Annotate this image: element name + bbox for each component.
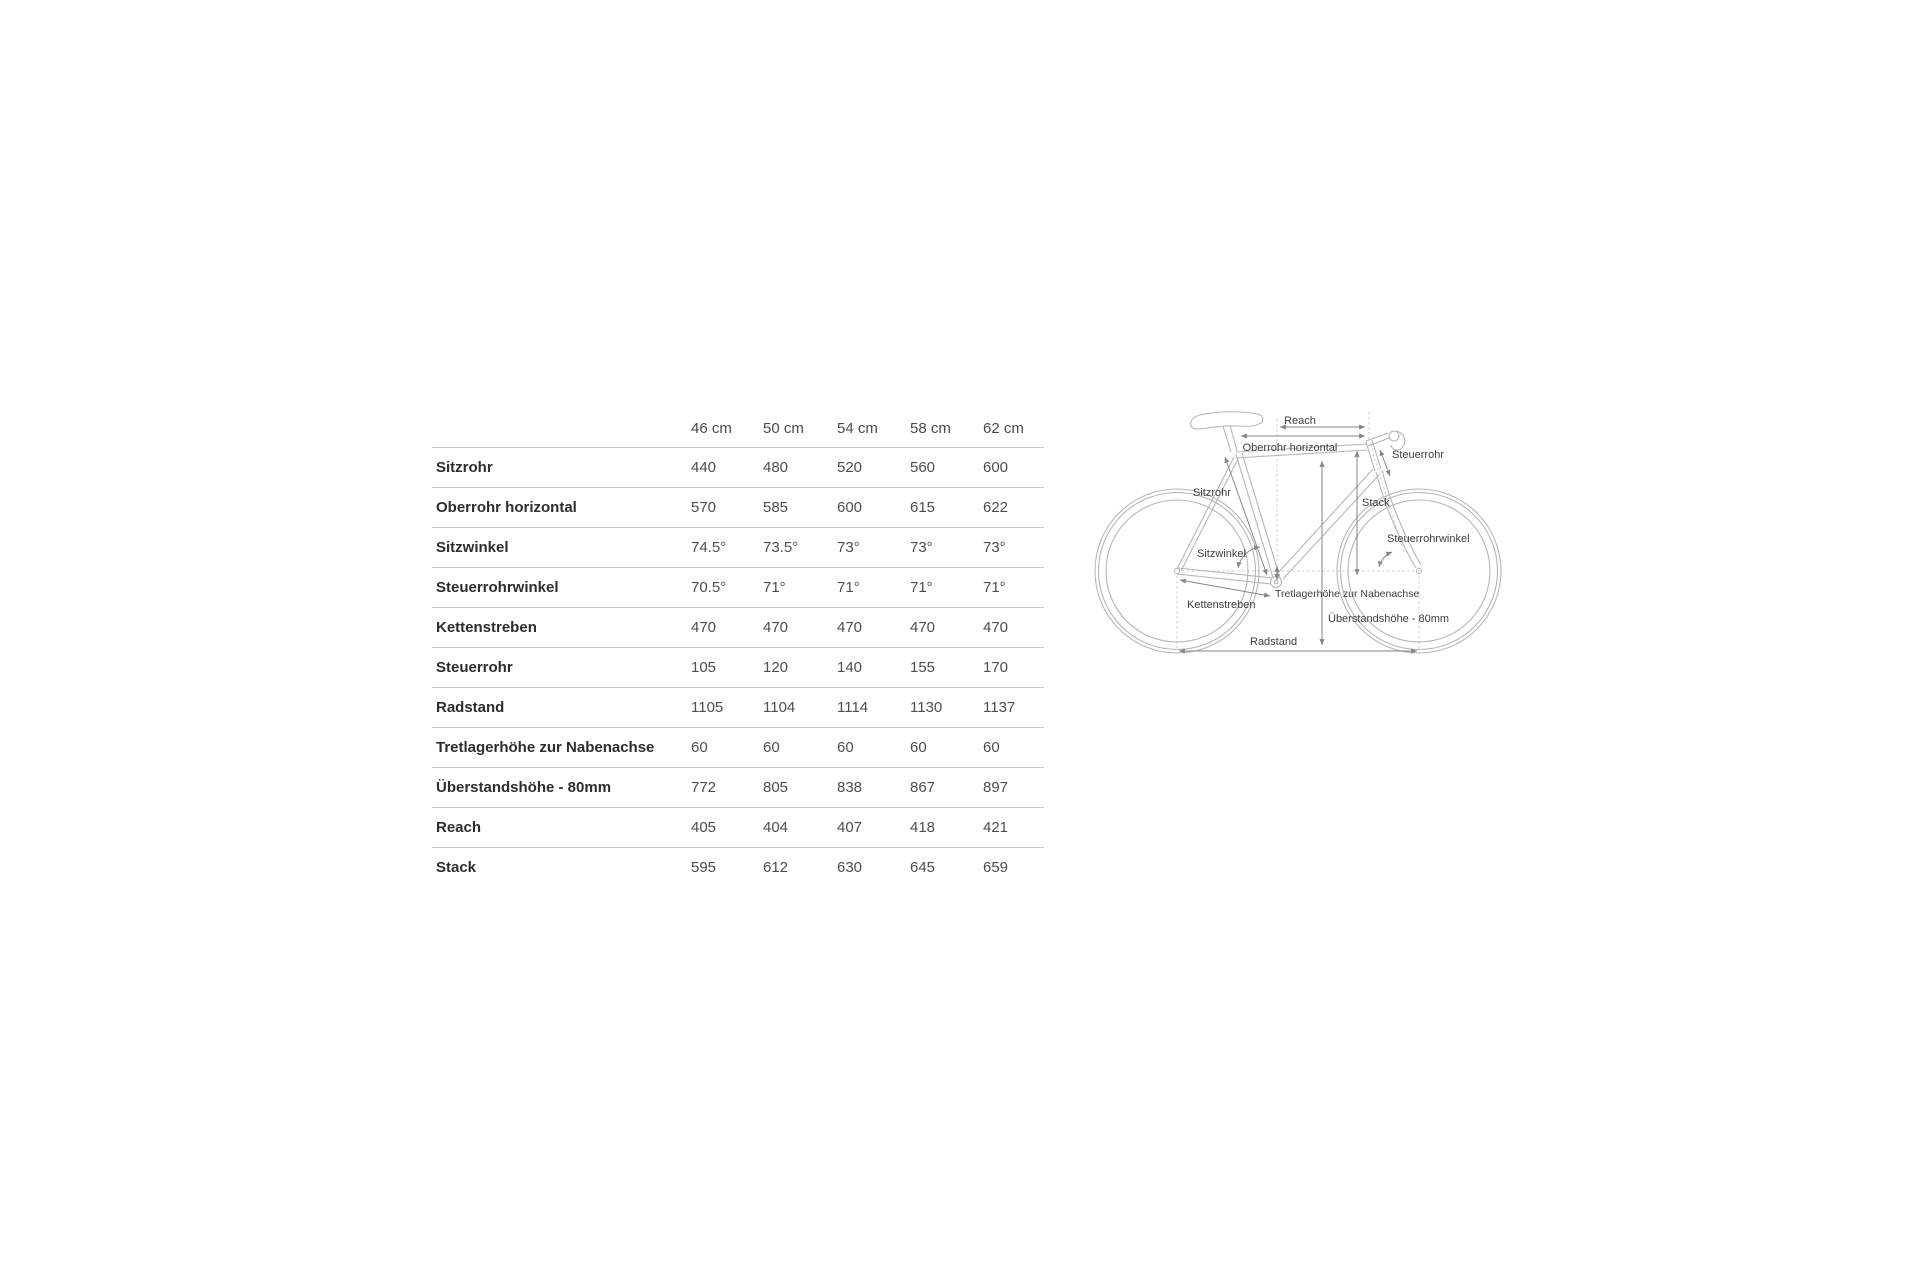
table-row [432, 527, 1044, 567]
value-cell: 60 [691, 739, 708, 756]
value-cell: 645 [910, 859, 936, 876]
value-cell: 897 [983, 779, 1009, 796]
table-row [432, 447, 1044, 487]
diagram-label-radstand: Radstand [1250, 636, 1298, 648]
value-cell: 105 [691, 659, 717, 676]
diagram-label-kettenstreben: Kettenstreben [1187, 599, 1256, 611]
value-cell: 560 [910, 459, 936, 476]
value-cell: 595 [691, 859, 717, 876]
value-cell: 60 [983, 739, 1000, 756]
table-header-row [432, 409, 1044, 447]
size-header: 54 cm [837, 419, 878, 437]
value-cell: 405 [691, 819, 717, 836]
row-label: Tretlagerhöhe zur Nabenachse [436, 739, 655, 756]
row-label: Sitzrohr [436, 459, 493, 476]
row-label: Radstand [436, 699, 505, 716]
seatpost [1223, 426, 1231, 452]
value-cell: 600 [983, 459, 1009, 476]
row-label: Steuerrohrwinkel [436, 579, 559, 596]
value-cell: 1105 [691, 699, 724, 716]
table-row [432, 487, 1044, 527]
value-cell: 73° [983, 539, 1006, 556]
diagram-label-oberrohr: Oberrohr horizontal [1242, 442, 1338, 454]
value-cell: 1137 [983, 699, 1016, 716]
value-cell: 421 [983, 819, 1009, 836]
table-row [432, 567, 1044, 607]
value-cell: 71° [983, 579, 1006, 596]
table-row [432, 847, 1044, 887]
value-cell: 404 [763, 819, 789, 836]
row-label: Reach [436, 819, 482, 836]
row-label: Kettenstreben [436, 619, 537, 636]
diagram-label-sitzwinkel: Sitzwinkel [1197, 548, 1246, 560]
steuerrohrwinkel-arc [1379, 552, 1392, 567]
diagram-label-steuerrohrwinkel: Steuerrohrwinkel [1387, 533, 1470, 545]
value-cell: 71° [837, 579, 860, 596]
table-row [432, 727, 1044, 767]
table-row [432, 807, 1044, 847]
saddle [1191, 412, 1263, 429]
value-cell: 1104 [763, 699, 796, 716]
value-cell: 120 [763, 659, 789, 676]
value-cell: 440 [691, 459, 717, 476]
value-cell: 480 [763, 459, 789, 476]
value-cell: 772 [691, 779, 717, 796]
steuerrohr-arrow [1380, 450, 1390, 476]
value-cell: 805 [763, 779, 789, 796]
seatpost [1230, 425, 1237, 451]
diagram-label-tretlagerhoehe: Tretlagerhöhe zur Nabenachse [1275, 588, 1420, 600]
value-cell: 73° [837, 539, 860, 556]
size-header: 46 cm [691, 419, 732, 437]
value-cell: 60 [763, 739, 780, 756]
value-cell: 418 [910, 819, 936, 836]
value-cell: 73° [910, 539, 933, 556]
value-cell: 838 [837, 779, 863, 796]
value-cell: 60 [837, 739, 854, 756]
value-cell: 71° [763, 579, 786, 596]
row-label: Oberrohr horizontal [436, 499, 577, 516]
value-cell: 630 [837, 859, 863, 876]
table-row [432, 607, 1044, 647]
diagram-label-reach: Reach [1284, 415, 1316, 427]
size-header: 62 cm [983, 419, 1024, 437]
value-cell: 470 [691, 619, 717, 636]
value-cell: 585 [763, 499, 789, 516]
row-label: Stack [436, 859, 477, 876]
table-row [432, 687, 1044, 727]
value-cell: 155 [910, 659, 936, 676]
value-cell: 1114 [837, 699, 869, 716]
front-hub [1417, 569, 1422, 574]
bottom-bracket [1271, 577, 1282, 588]
bike-geometry-diagram [1090, 395, 1530, 685]
value-cell: 170 [983, 659, 1009, 676]
handlebar-clamp [1389, 431, 1399, 441]
value-cell: 570 [691, 499, 717, 516]
value-cell: 470 [910, 619, 936, 636]
table-row [432, 767, 1044, 807]
value-cell: 622 [983, 499, 1009, 516]
value-cell: 1130 [910, 699, 943, 716]
value-cell: 520 [837, 459, 863, 476]
fork-blade [1376, 472, 1416, 568]
diagram-label-ueberstandshoehe: Überstandshöhe - 80mm [1328, 613, 1450, 625]
geometry-table [432, 409, 1044, 887]
value-cell: 60 [910, 739, 927, 756]
value-cell: 615 [910, 499, 936, 516]
row-label: Steuerrohr [436, 659, 513, 676]
diagram-labels [1187, 415, 1470, 648]
value-cell: 612 [763, 859, 789, 876]
table-row [432, 647, 1044, 687]
diagram-label-steuerrohr: Steuerrohr [1392, 449, 1444, 461]
row-label: Überstandshöhe - 80mm [436, 779, 612, 796]
value-cell: 70.5° [691, 579, 727, 596]
value-cell: 470 [983, 619, 1009, 636]
value-cell: 71° [910, 579, 933, 596]
value-cell: 74.5° [691, 539, 727, 556]
diagram-label-stack: Stack [1362, 497, 1390, 509]
value-cell: 659 [983, 859, 1009, 876]
value-cell: 140 [837, 659, 863, 676]
size-header: 58 cm [910, 419, 951, 437]
rear-hub [1175, 569, 1180, 574]
fork-blade [1382, 470, 1421, 565]
value-cell: 73.5° [763, 539, 799, 556]
value-cell: 470 [763, 619, 789, 636]
row-label: Sitzwinkel [436, 539, 509, 556]
value-cell: 470 [837, 619, 863, 636]
diagram-label-sitzrohr: Sitzrohr [1193, 487, 1231, 499]
size-header: 50 cm [763, 419, 804, 437]
value-cell: 600 [837, 499, 863, 516]
value-cell: 867 [910, 779, 936, 796]
value-cell: 407 [837, 819, 863, 836]
